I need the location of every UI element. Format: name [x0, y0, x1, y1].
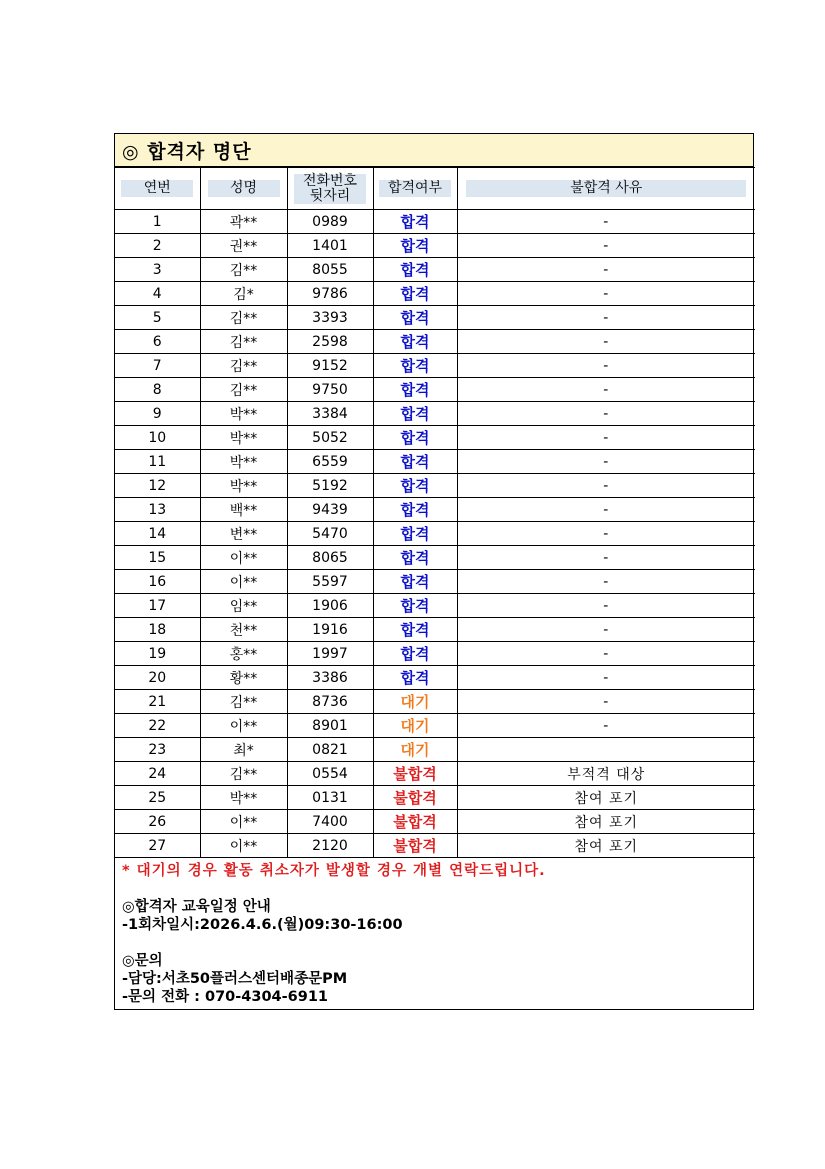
row-number: 4 [115, 282, 200, 306]
row-result: 합격 [373, 666, 457, 690]
row-reason: 참여 포기 [457, 786, 755, 810]
row-result: 합격 [373, 546, 457, 570]
row-result: 합격 [373, 450, 457, 474]
row-reason: - [457, 210, 755, 234]
header-phone [287, 168, 373, 210]
table-row [115, 522, 755, 546]
row-number: 2 [115, 234, 200, 258]
row-number: 9 [115, 402, 200, 426]
table-row [115, 762, 755, 786]
row-name: 박** [200, 402, 287, 426]
row-reason: - [457, 402, 755, 426]
row-name: 이** [200, 810, 287, 834]
applicant-results-sheet [114, 133, 754, 1010]
row-number: 6 [115, 330, 200, 354]
row-phone: 5597 [287, 570, 373, 594]
table-row [115, 450, 755, 474]
table-row [115, 258, 755, 282]
row-reason: - [457, 570, 755, 594]
row-name: 권** [200, 234, 287, 258]
notes-section [115, 858, 753, 1009]
row-number: 21 [115, 690, 200, 714]
row-phone: 0989 [287, 210, 373, 234]
row-reason: - [457, 618, 755, 642]
row-number: 24 [115, 762, 200, 786]
row-name: 박** [200, 450, 287, 474]
row-reason: - [457, 354, 755, 378]
header-phone-line1: 전화번호 [302, 172, 358, 189]
row-number: 15 [115, 546, 200, 570]
row-reason: - [457, 642, 755, 666]
row-phone: 8055 [287, 258, 373, 282]
row-name: 곽** [200, 210, 287, 234]
row-name: 이** [200, 546, 287, 570]
row-name: 이** [200, 834, 287, 858]
row-number: 7 [115, 354, 200, 378]
row-name: 김** [200, 762, 287, 786]
row-phone: 9439 [287, 498, 373, 522]
row-result: 합격 [373, 354, 457, 378]
header-no: 연번 [115, 168, 200, 210]
row-name: 이** [200, 714, 287, 738]
row-reason: - [457, 306, 755, 330]
row-name: 이** [200, 570, 287, 594]
row-number: 20 [115, 666, 200, 690]
row-number: 12 [115, 474, 200, 498]
row-phone: 9750 [287, 378, 373, 402]
table-header-row [115, 168, 755, 210]
row-result: 합격 [373, 474, 457, 498]
table-row [115, 738, 755, 762]
row-name: 박** [200, 426, 287, 450]
row-result: 불합격 [373, 834, 457, 858]
row-phone: 5192 [287, 474, 373, 498]
row-reason: - [457, 714, 755, 738]
row-result: 대기 [373, 738, 457, 762]
results-table [115, 167, 755, 858]
row-reason: 참여 포기 [457, 810, 755, 834]
header-name: 성명 [200, 168, 287, 210]
inquiry-phone: -문의 전화 : 070-4304-6911 [122, 989, 329, 1005]
table-row [115, 714, 755, 738]
row-name: 변** [200, 522, 287, 546]
row-phone: 2120 [287, 834, 373, 858]
row-reason [457, 738, 755, 762]
row-phone: 2598 [287, 330, 373, 354]
table-row [115, 234, 755, 258]
row-name: 박** [200, 786, 287, 810]
row-name: 천** [200, 618, 287, 642]
row-reason: - [457, 474, 755, 498]
table-row [115, 810, 755, 834]
row-number: 19 [115, 642, 200, 666]
row-phone: 5052 [287, 426, 373, 450]
row-name: 김* [200, 282, 287, 306]
table-row [115, 618, 755, 642]
row-number: 17 [115, 594, 200, 618]
row-number: 1 [115, 210, 200, 234]
row-result: 합격 [373, 570, 457, 594]
row-reason: - [457, 594, 755, 618]
row-name: 김** [200, 690, 287, 714]
table-row [115, 378, 755, 402]
row-name: 김** [200, 354, 287, 378]
row-phone: 1906 [287, 594, 373, 618]
row-reason: - [457, 330, 755, 354]
table-row [115, 402, 755, 426]
table-row [115, 594, 755, 618]
row-result: 합격 [373, 210, 457, 234]
header-reason: 불합격 사유 [457, 168, 755, 210]
row-result: 합격 [373, 234, 457, 258]
row-name: 김** [200, 258, 287, 282]
table-row [115, 498, 755, 522]
table-row [115, 834, 755, 858]
row-name: 박** [200, 474, 287, 498]
row-name: 최* [200, 738, 287, 762]
table-row [115, 210, 755, 234]
table-row [115, 642, 755, 666]
row-result: 합격 [373, 426, 457, 450]
row-phone: 7400 [287, 810, 373, 834]
row-reason: - [457, 546, 755, 570]
header-result: 합격여부 [373, 168, 457, 210]
row-name: 백** [200, 498, 287, 522]
row-phone: 3386 [287, 666, 373, 690]
row-result: 합격 [373, 618, 457, 642]
row-number: 11 [115, 450, 200, 474]
header-phone-line2: 뒷자리 [309, 187, 351, 204]
row-reason: - [457, 522, 755, 546]
table-row [115, 570, 755, 594]
row-phone: 8901 [287, 714, 373, 738]
row-result: 불합격 [373, 786, 457, 810]
row-number: 8 [115, 378, 200, 402]
row-reason: - [457, 282, 755, 306]
row-reason: - [457, 234, 755, 258]
table-row [115, 306, 755, 330]
row-result: 합격 [373, 498, 457, 522]
row-number: 27 [115, 834, 200, 858]
row-number: 26 [115, 810, 200, 834]
row-number: 25 [115, 786, 200, 810]
row-number: 23 [115, 738, 200, 762]
row-name: 김** [200, 330, 287, 354]
table-row [115, 666, 755, 690]
row-result: 합격 [373, 258, 457, 282]
row-number: 16 [115, 570, 200, 594]
table-row [115, 474, 755, 498]
row-reason: - [457, 666, 755, 690]
table-row [115, 426, 755, 450]
inquiry-contact: -담당:서초50플러스센터배종문PM [122, 971, 348, 987]
row-reason: 부적격 대상 [457, 762, 755, 786]
row-result: 대기 [373, 714, 457, 738]
row-result: 합격 [373, 306, 457, 330]
row-phone: 8065 [287, 546, 373, 570]
row-name: 김** [200, 378, 287, 402]
inquiry-heading: ◎문의 [122, 953, 163, 969]
row-reason: - [457, 426, 755, 450]
row-result: 합격 [373, 330, 457, 354]
row-phone: 1401 [287, 234, 373, 258]
row-phone: 6559 [287, 450, 373, 474]
row-reason: 참여 포기 [457, 834, 755, 858]
row-name: 홍** [200, 642, 287, 666]
row-phone: 0554 [287, 762, 373, 786]
table-row [115, 330, 755, 354]
row-reason: - [457, 498, 755, 522]
row-result: 불합격 [373, 762, 457, 786]
row-number: 13 [115, 498, 200, 522]
row-phone: 0821 [287, 738, 373, 762]
row-result: 합격 [373, 378, 457, 402]
row-name: 황** [200, 666, 287, 690]
schedule-heading: ◎합격자 교육일정 안내 [122, 899, 271, 915]
row-result: 합격 [373, 282, 457, 306]
row-result: 합격 [373, 522, 457, 546]
row-number: 18 [115, 618, 200, 642]
row-result: 합격 [373, 402, 457, 426]
table-row [115, 690, 755, 714]
row-phone: 3384 [287, 402, 373, 426]
row-reason: - [457, 450, 755, 474]
row-number: 22 [115, 714, 200, 738]
row-phone: 5470 [287, 522, 373, 546]
row-phone: 9152 [287, 354, 373, 378]
table-row [115, 546, 755, 570]
row-result: 대기 [373, 690, 457, 714]
row-phone: 3393 [287, 306, 373, 330]
table-row [115, 354, 755, 378]
row-number: 10 [115, 426, 200, 450]
row-result: 합격 [373, 642, 457, 666]
row-result: 불합격 [373, 810, 457, 834]
row-reason: - [457, 378, 755, 402]
table-row [115, 282, 755, 306]
row-result: 합격 [373, 594, 457, 618]
row-phone: 1997 [287, 642, 373, 666]
schedule-line: -1회차일시:2026.4.6.(월)09:30-16:00 [122, 917, 403, 933]
row-phone: 8736 [287, 690, 373, 714]
row-number: 3 [115, 258, 200, 282]
table-row [115, 786, 755, 810]
waitlist-notice: * 대기의 경우 활동 취소자가 발생할 경우 개별 연락드립니다. [122, 863, 546, 879]
row-name: 김** [200, 306, 287, 330]
sheet-title: ◎ 합격자 명단 [115, 134, 753, 167]
row-name: 임** [200, 594, 287, 618]
row-phone: 9786 [287, 282, 373, 306]
row-reason: - [457, 690, 755, 714]
row-reason: - [457, 258, 755, 282]
row-phone: 1916 [287, 618, 373, 642]
row-number: 14 [115, 522, 200, 546]
row-phone: 0131 [287, 786, 373, 810]
row-number: 5 [115, 306, 200, 330]
